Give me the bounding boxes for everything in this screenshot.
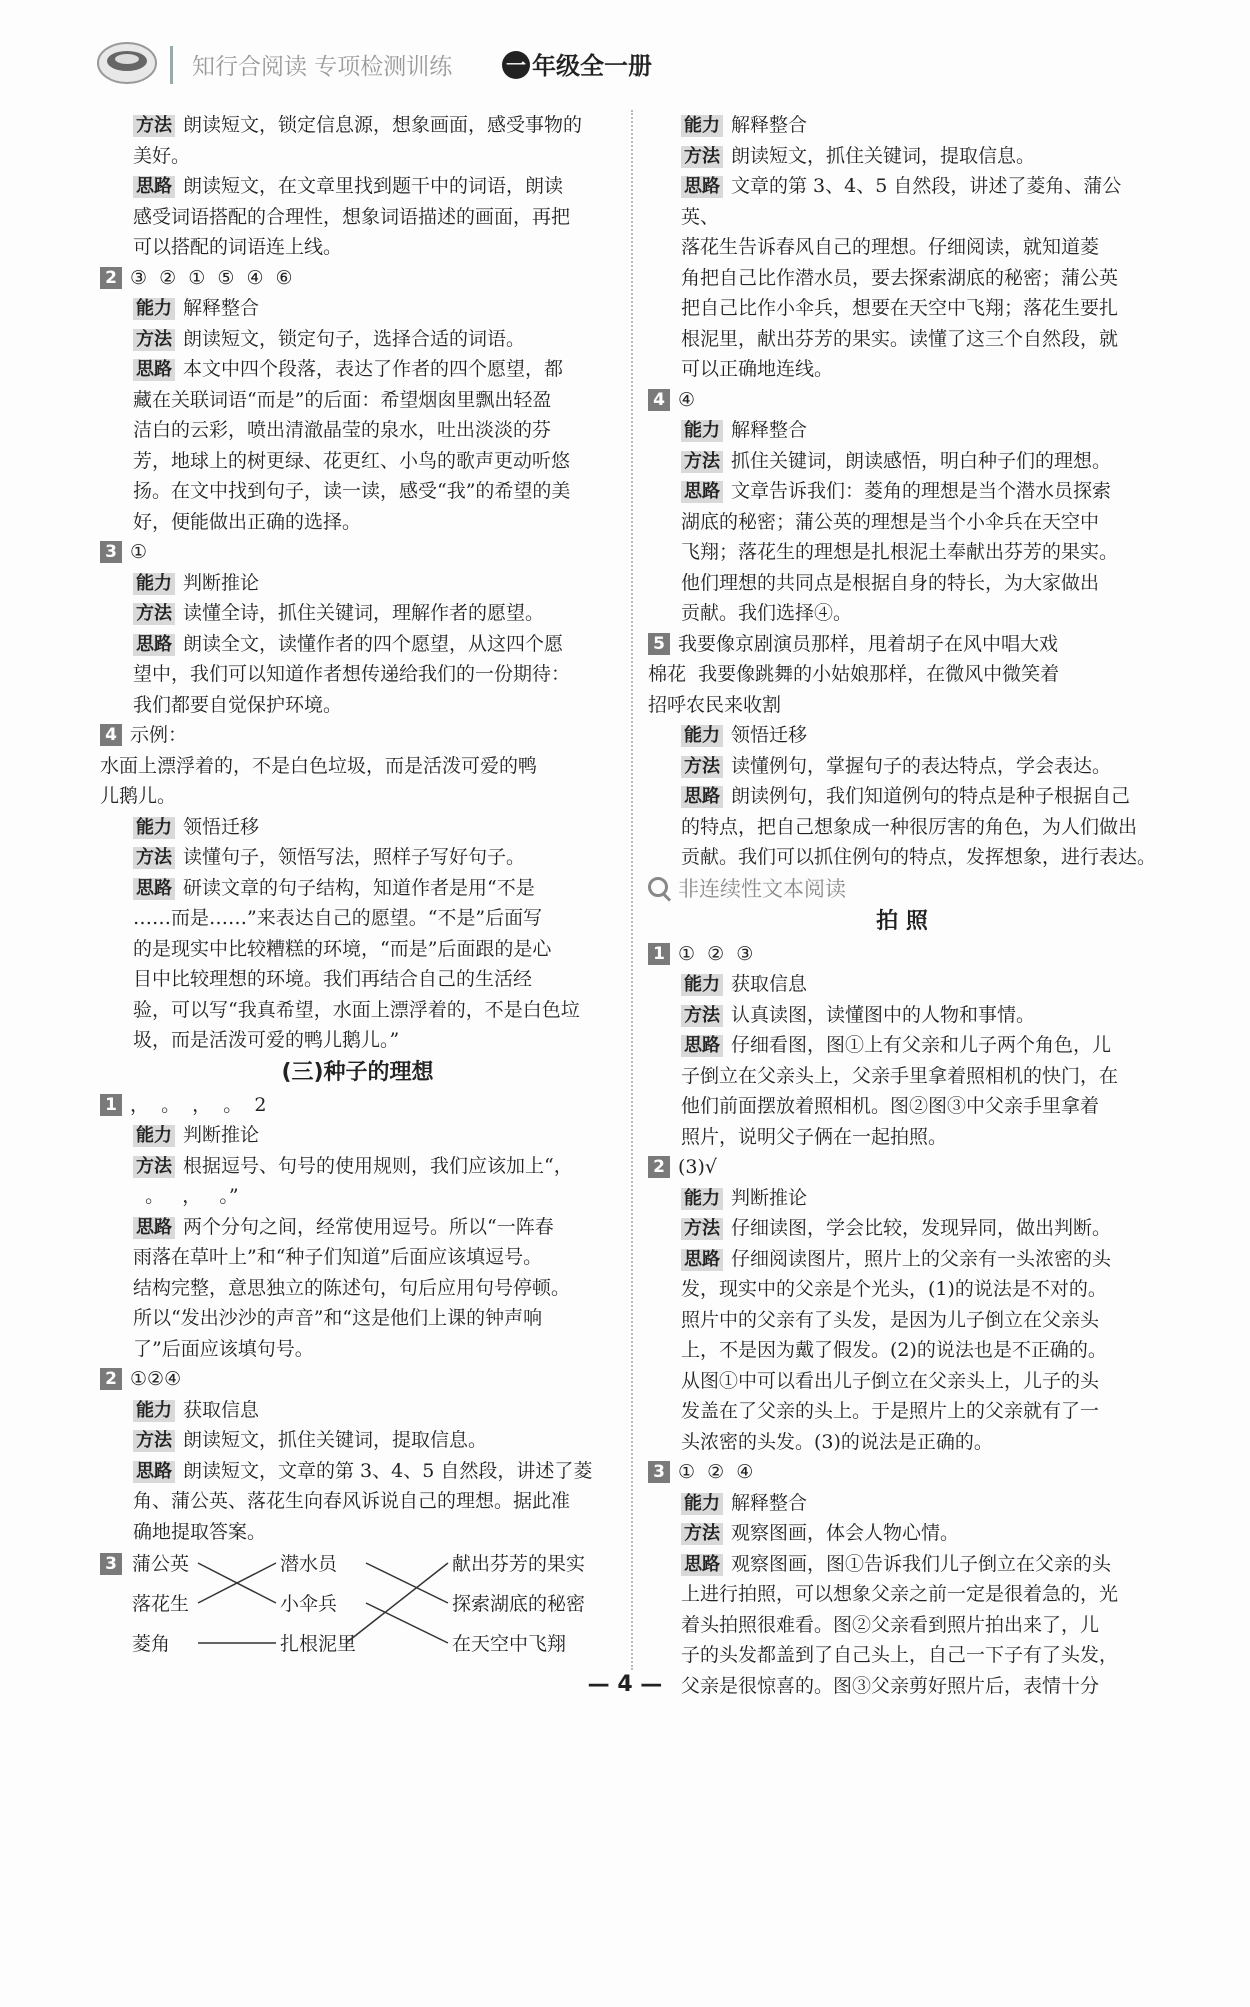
question-number-badge: 2 <box>100 1368 122 1390</box>
continuation-line: 所以“发出沙沙的声音”和“这是他们上课的钟声响 <box>133 1307 543 1329</box>
text-line: 招呼农民来收割 <box>648 693 782 716</box>
continuation-line: 角、蒲公英、落花生向春风诉说自己的理想。据此准 <box>133 1490 571 1512</box>
analysis-line: 思路 本文中四个段落，表达了作者的四个愿望，都 <box>100 354 615 385</box>
analysis-line: 能力 解释整合 <box>100 293 615 324</box>
label-tag: 方法 <box>133 1156 175 1178</box>
label-tag: 方法 <box>681 1005 723 1027</box>
analysis-line: 思路 仔细看图，图①上有父亲和儿子两个角色，儿 <box>648 1030 1156 1061</box>
continuation-line: 他们理想的共同点是根据自身的特长，为大家做出 <box>681 571 1100 594</box>
continuation-line: 把自己比作小伞兵，想要在天空中飞翔；落花生要扎 <box>681 297 1119 319</box>
question-answer: 3 ① ② ④ <box>648 1457 1156 1488</box>
analysis-line: 思路 文章告诉我们：菱角的理想是当个潜水员探索 <box>648 476 1156 507</box>
analysis-line: 方法 朗读短文，抓住关键词，提取信息。 <box>648 141 1156 172</box>
continuation-line: 望中，我们可以知道作者想传递给我们的一份期待： <box>133 663 571 685</box>
analysis-line: 思路 文章的第 3、4、5 自然段，讲述了菱角、蒲公英、 <box>681 175 1122 228</box>
question-answer: 3 ① <box>100 537 615 568</box>
question-answer: 4 示例： <box>100 720 615 751</box>
question-answer: 1 ① ② ③ <box>648 939 1156 970</box>
analysis-line: 方法 朗读短文，锁定信息源，想象画面，感受事物的 <box>100 110 615 141</box>
label-tag: 能力 <box>681 974 723 996</box>
continuation-line: 发，现实中的父亲是个光头，(1)的说法是不对的。 <box>681 1278 1107 1300</box>
continuation-line: 。 ， 。” <box>133 1185 239 1207</box>
match-item-role: 潜水员 <box>280 1553 338 1575</box>
continuation-line: 根泥里，献出芬芳的果实。读懂了这三个自然段，就 <box>681 327 1119 350</box>
question-answer: 2 (3)√ <box>648 1152 1156 1183</box>
label-tag: 能力 <box>681 420 723 442</box>
question-answer: 2 ③ ② ① ⑤ ④ ⑥ <box>100 263 615 294</box>
match-item-subject: 蒲公英 <box>132 1553 190 1575</box>
analysis-line: 方法 抓住关键词，朗读感悟，明白种子们的理想。 <box>648 446 1156 477</box>
analysis-line: 方法 仔细读图，学会比较，发现异同，做出判断。 <box>648 1213 1156 1244</box>
continuation-line: 洁白的云彩，喷出清澈晶莹的泉水，吐出淡淡的芬 <box>133 419 552 441</box>
label-tag: 方法 <box>681 451 723 473</box>
label-tag: 能力 <box>681 1493 723 1515</box>
analysis-line: 方法 读懂句子，领悟写法，照样子写好句子。 <box>100 842 615 873</box>
question-number-badge: 3 <box>648 1461 670 1483</box>
label-tag: 方法 <box>681 756 723 778</box>
analysis-line: 思路 朗读例句，我们知道例句的特点是种子根据自己 <box>648 781 1156 812</box>
continuation-line: 雨落在草叶上”和“种子们知道”后面应该填逗号。 <box>133 1246 543 1268</box>
question-number-badge: 1 <box>648 943 670 965</box>
continuation-line: 子的头发都盖到了自己头上，自己一下子有了头发， <box>681 1644 1119 1666</box>
question-number-badge: 3 <box>100 541 122 563</box>
question-answer: 4 ④ <box>648 385 1156 416</box>
label-tag: 思路 <box>681 1035 723 1057</box>
continuation-line: 我们都要自觉保护环境。 <box>133 693 343 716</box>
continuation-line: 贡献。我们选择④。 <box>681 602 853 624</box>
analysis-line: 思路 朗读全文，读懂作者的四个愿望，从这四个愿 <box>100 629 615 660</box>
continuation-line: 确地提取答案。 <box>133 1520 267 1543</box>
question-number-badge: 4 <box>648 389 670 411</box>
continuation-line: 的是现实中比较糟糕的环境，“而是”后面跟的是心 <box>133 937 552 960</box>
continuation-line: 可以正确地连线。 <box>681 358 834 380</box>
label-tag: 能力 <box>133 1125 175 1147</box>
page-header <box>96 40 1156 90</box>
analysis-line: 能力 判断推论 <box>648 1183 1156 1214</box>
left-column <box>100 110 615 1667</box>
continuation-line: 藏在关联词语“而是”的后面：希望烟囱里飘出轻盈 <box>133 388 552 411</box>
analysis-line: 思路 研读文章的句子结构，知道作者是用“不是 <box>100 873 615 904</box>
label-tag: 方法 <box>133 329 175 351</box>
analysis-line: 方法 朗读短文，抓住关键词，提取信息。 <box>100 1425 615 1456</box>
question-number-badge: 1 <box>100 1094 122 1116</box>
section-title: 拍 照 <box>876 908 928 934</box>
continuation-line: 结构完整，意思独立的陈述句，句后应用句号停顿。 <box>133 1276 571 1299</box>
continuation-line: 贡献。我们可以抓住例句的特点，发挥想象，进行表达。 <box>681 846 1157 868</box>
analysis-line: 能力 获取信息 <box>100 1395 615 1426</box>
analysis-line: 思路 观察图画，图①告诉我们儿子倒立在父亲的头 <box>648 1549 1156 1580</box>
question-number-badge: 2 <box>100 267 122 289</box>
match-item-action: 在天空中飞翔 <box>452 1633 567 1655</box>
book-logo-icon <box>96 40 158 86</box>
text-line: 水面上漂浮着的，不是白色垃圾，而是活泼可爱的鸭 <box>100 754 538 777</box>
label-tag: 方法 <box>133 115 175 137</box>
label-tag: 能力 <box>133 817 175 839</box>
continuation-line: 好，便能做出正确的选择。 <box>133 510 362 533</box>
continuation-line: 上，不是因为戴了假发。(2)的说法也是不正确的。 <box>681 1339 1107 1361</box>
continuation-line: 验，可以写“我真希望，水面上漂浮着的，不是白色垃 <box>133 998 580 1021</box>
label-tag: 能力 <box>681 1188 723 1210</box>
continuation-line: 着头拍照很难看。图②父亲看到照片拍出来了，儿 <box>681 1613 1100 1636</box>
label-tag: 能力 <box>681 115 723 137</box>
analysis-line: 方法 根据逗号、句号的使用规则，我们应该加上“， <box>100 1151 615 1182</box>
continuation-line: 湖底的秘密；蒲公英的理想是当个小伞兵在天空中 <box>681 510 1100 533</box>
analysis-line: 思路 仔细阅读图片，照片上的父亲有一头浓密的头 <box>648 1244 1156 1275</box>
label-tag: 能力 <box>133 1400 175 1422</box>
grade-label: 一 年级全一册 <box>502 46 652 81</box>
label-tag: 能力 <box>133 573 175 595</box>
label-tag: 能力 <box>681 725 723 747</box>
text-line: 儿鹅儿。 <box>100 785 177 807</box>
analysis-line: 思路 朗读短文，文章的第 3、4、5 自然段，讲述了菱 <box>100 1456 615 1487</box>
analysis-line: 思路 朗读短文，在文章里找到题干中的词语，朗读 <box>100 171 615 202</box>
analysis-line: 能力 判断推论 <box>100 1120 615 1151</box>
continuation-line: ……而是……”来表达自己的愿望。“不是”后面写 <box>133 907 543 929</box>
match-item-subject: 落花生 <box>132 1593 190 1615</box>
question-answer: 2 ①②④ <box>100 1364 615 1395</box>
continuation-line: 头浓密的头发。(3)的说法是正确的。 <box>681 1430 993 1453</box>
right-column <box>648 110 1156 1701</box>
match-line <box>346 1563 448 1643</box>
label-tag: 思路 <box>681 1249 723 1271</box>
question-answer: 5 我要像京剧演员那样，甩着胡子在风中唱大戏 <box>648 629 1156 660</box>
match-item-subject: 菱角 <box>132 1633 171 1655</box>
question-number-badge: 5 <box>648 633 670 655</box>
continuation-line: 落花生告诉春风自己的理想。仔细阅读，就知道菱 <box>681 236 1100 258</box>
continuation-line: 的特点，把自己想象成一种很厉害的角色，为人们做出 <box>681 815 1138 838</box>
label-tag: 方法 <box>681 1523 723 1545</box>
page-number: — 4 — <box>587 1672 663 1697</box>
header-divider <box>170 46 173 84</box>
question-number-badge: 2 <box>648 1156 670 1178</box>
column-divider <box>631 110 633 1670</box>
continuation-line: 扬。在文中找到句子，读一读，感受“我”的希望的美 <box>133 480 571 502</box>
label-tag: 思路 <box>133 878 175 900</box>
text-line: 棉花 我要像跳舞的小姑娘那样，在微风中微笑着 <box>648 663 1060 685</box>
analysis-line: 能力 领悟迁移 <box>100 812 615 843</box>
label-tag: 方法 <box>133 847 175 869</box>
continuation-line: 芳，地球上的树更绿、花更红、小鸟的歌声更动听悠 <box>133 449 571 472</box>
label-tag: 思路 <box>681 786 723 808</box>
series-title: 知行合阅读 专项检测训练 <box>192 54 453 80</box>
continuation-line: 上进行拍照，可以想象父亲之前一定是很着急的，光 <box>681 1583 1119 1605</box>
label-tag: 思路 <box>133 634 175 656</box>
continuation-line: 圾，而是活泼可爱的鸭儿鹅儿。” <box>133 1029 400 1051</box>
continuation-line: 目中比较理想的环境。我们再结合自己的生活经 <box>133 968 533 990</box>
match-line <box>366 1603 448 1643</box>
match-line <box>366 1563 448 1603</box>
match-item-role: 扎根泥里 <box>280 1633 357 1655</box>
match-item-role: 小伞兵 <box>280 1593 338 1615</box>
question-answer: 1 ， 。 ， 。 2 <box>100 1090 615 1121</box>
label-tag: 能力 <box>133 298 175 320</box>
continuation-line: 发盖在了父亲的头上。于是照片上的父亲就有了一 <box>681 1400 1100 1422</box>
analysis-line: 方法 朗读短文，锁定句子，选择合适的词语。 <box>100 324 615 355</box>
continuation-line: 他们前面摆放着照相机。图②图③中父亲手里拿着 <box>681 1095 1100 1117</box>
matching-lines <box>100 1547 620 1667</box>
analysis-line: 方法 认真读图，读懂图中的人物和事情。 <box>648 1000 1156 1031</box>
continuation-line: 照片中的父亲有了头发，是因为儿子倒立在父亲头 <box>681 1308 1100 1331</box>
match-item-action: 探索湖底的秘密 <box>452 1593 586 1615</box>
analysis-line: 方法 读懂例句，掌握句子的表达特点，学会表达。 <box>648 751 1156 782</box>
match-item-action: 献出芬芳的果实 <box>452 1553 586 1575</box>
label-tag: 思路 <box>133 1461 175 1483</box>
question-number-badge: 3 <box>100 1553 122 1575</box>
label-tag: 思路 <box>681 176 723 198</box>
label-tag: 思路 <box>133 1217 175 1239</box>
continuation-line: 飞翔；落花生的理想是扎根泥土奉献出芬芳的果实。 <box>681 541 1119 563</box>
analysis-line: 能力 解释整合 <box>648 1488 1156 1519</box>
continuation-line: 从图①中可以看出儿子倒立在父亲头上，儿子的头 <box>681 1369 1100 1392</box>
label-tag: 思路 <box>681 1554 723 1576</box>
continuation-line: 父亲是很惊喜的。图③父亲剪好照片后，表情十分 <box>681 1674 1100 1697</box>
analysis-line: 能力 获取信息 <box>648 969 1156 1000</box>
continuation-line: 照片，说明父子俩在一起拍照。 <box>681 1125 948 1148</box>
label-tag: 方法 <box>133 603 175 625</box>
analysis-line: 能力 解释整合 <box>648 415 1156 446</box>
label-tag: 方法 <box>133 1430 175 1452</box>
label-tag: 思路 <box>133 176 175 198</box>
continuation-line: 可以搭配的词语连上线。 <box>133 236 343 258</box>
label-tag: 方法 <box>681 1218 723 1240</box>
label-tag: 方法 <box>681 146 723 168</box>
question-number-badge: 4 <box>100 724 122 746</box>
continuation-line: 子倒立在父亲头上，父亲手里拿着照相机的快门，在 <box>681 1064 1119 1087</box>
label-tag: 思路 <box>133 359 175 381</box>
continuation-line: 感受词语搭配的合理性，想象词语描述的画面，再把 <box>133 205 571 228</box>
label-tag: 思路 <box>681 481 723 503</box>
continuation-line: 美好。 <box>133 144 191 167</box>
magnifier-icon <box>648 877 668 897</box>
continuation-line: 角把自己比作潜水员，要去探索湖底的秘密；蒲公英 <box>681 266 1119 289</box>
analysis-line: 方法 观察图画，体会人物心情。 <box>648 1518 1156 1549</box>
analysis-line: 能力 领悟迁移 <box>648 720 1156 751</box>
section-title: (三)种子的理想 <box>281 1059 434 1085</box>
subsection-heading: 非连续性文本阅读 <box>648 873 1156 905</box>
matching-exercise <box>100 1547 615 1667</box>
analysis-line: 能力 解释整合 <box>648 110 1156 141</box>
analysis-line: 思路 两个分句之间，经常使用逗号。所以“一阵春 <box>100 1212 615 1243</box>
analysis-line: 方法 读懂全诗，抓住关键词，理解作者的愿望。 <box>100 598 615 629</box>
continuation-line: 了”后面应该填句号。 <box>133 1337 314 1360</box>
analysis-line: 能力 判断推论 <box>100 568 615 599</box>
